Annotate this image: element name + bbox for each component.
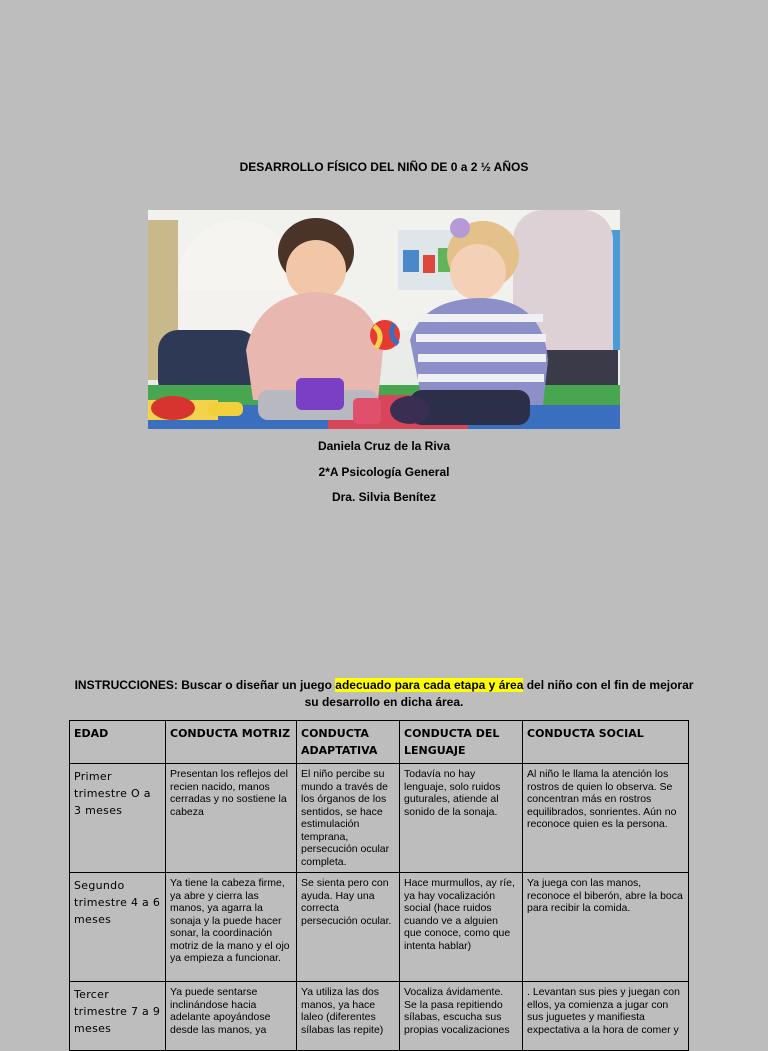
- header-conducta-motriz: CONDUCTA MOTRIZ: [166, 721, 297, 764]
- adaptativa-cell: Ya utiliza las dos manos, ya hace laleo (diferentes sílabas las repite): [297, 982, 400, 1051]
- motriz-cell: Ya tiene la cabeza firme, ya abre y cierra las manos, ya agarra la sonaja y la puede hacer sonar, la coordinación motriz de la mano y el ojo ya empieza a funcionar.: [166, 873, 297, 982]
- age-cell: Primer trimestre O a 3 meses: [70, 764, 166, 873]
- adaptativa-cell: El niño percibe su mundo a través de los órganos de los sentidos, se hace estimulación temprana, persecución ocular completa.: [297, 764, 400, 873]
- header-conducta-lenguaje: CONDUCTA DEL LENGUAJE: [400, 721, 523, 764]
- adaptativa-cell: Se sienta pero con ayuda. Hay una correcta persecución ocular.: [297, 873, 400, 982]
- teacher-name: Dra. Silvia Benítez: [331, 490, 437, 504]
- social-cell: . Levantan sus pies y juegan con ellos, ya comienza a jugar con sus juguetes y manifiesta expectativa a la hora de comer y: [523, 982, 689, 1051]
- document-title: DESARROLLO FÍSICO DEL NIÑO DE 0 a 2 ½ AÑOS: [239, 160, 529, 174]
- children-playing-photo: [148, 210, 620, 429]
- author-name: Daniela Cruz de la Riva: [317, 439, 451, 453]
- motriz-cell: Ya puede sentarse inclinándose hacia adelante apoyándose desde las manos, ya: [166, 982, 297, 1051]
- group-name: 2*A Psicología General: [318, 465, 450, 479]
- lenguaje-cell: Todavía no hay lenguaje, solo ruidos guturales, atiende al sonido de la sonaja.: [400, 764, 523, 873]
- table-row: [70, 982, 689, 1051]
- age-cell: Tercer trimestre 7 a 9 meses: [70, 982, 166, 1051]
- lenguaje-cell: Hace murmullos, ay ríe, ya hay vocalización social (hace ruidos cuando ve a alguien que conoce, como que intenta hablar): [400, 873, 523, 982]
- age-cell: Segundo trimestre 4 a 6 meses: [70, 873, 166, 982]
- social-cell: Al niño le llama la atención los rostros de quien lo observa. Se concentran más en rostros equilibrados, sonrientes. Aún no reconoce quien es la persona.: [523, 764, 689, 873]
- development-table: [69, 720, 689, 1051]
- instructions-highlight: adecuado para cada etapa y área: [335, 678, 524, 692]
- table-header-row: [70, 721, 689, 764]
- instructions-text-after: del niño con el fin de mejorar su desarrollo en dicha área.: [304, 678, 694, 709]
- header-edad: EDAD: [70, 721, 166, 764]
- header-conducta-social: CONDUCTA SOCIAL: [523, 721, 689, 764]
- header-conducta-adaptativa: CONDUCTA ADAPTATIVA: [297, 721, 400, 764]
- motriz-cell: Presentan los reflejos del recien nacido, manos cerradas y no sostiene la cabeza: [166, 764, 297, 873]
- instructions-paragraph: [70, 677, 698, 711]
- lenguaje-cell: Vocaliza ávidamente. Se la pasa repitiendo sílabas, escucha sus propias vocalizaciones: [400, 982, 523, 1051]
- social-cell: Ya juega con las manos, reconoce el biberón, abre la boca para recibir la comida.: [523, 873, 689, 982]
- instructions-text-before: INSTRUCCIONES: Buscar o diseñar un juego: [74, 678, 336, 692]
- table-row: [70, 764, 689, 873]
- table-row: [70, 873, 689, 982]
